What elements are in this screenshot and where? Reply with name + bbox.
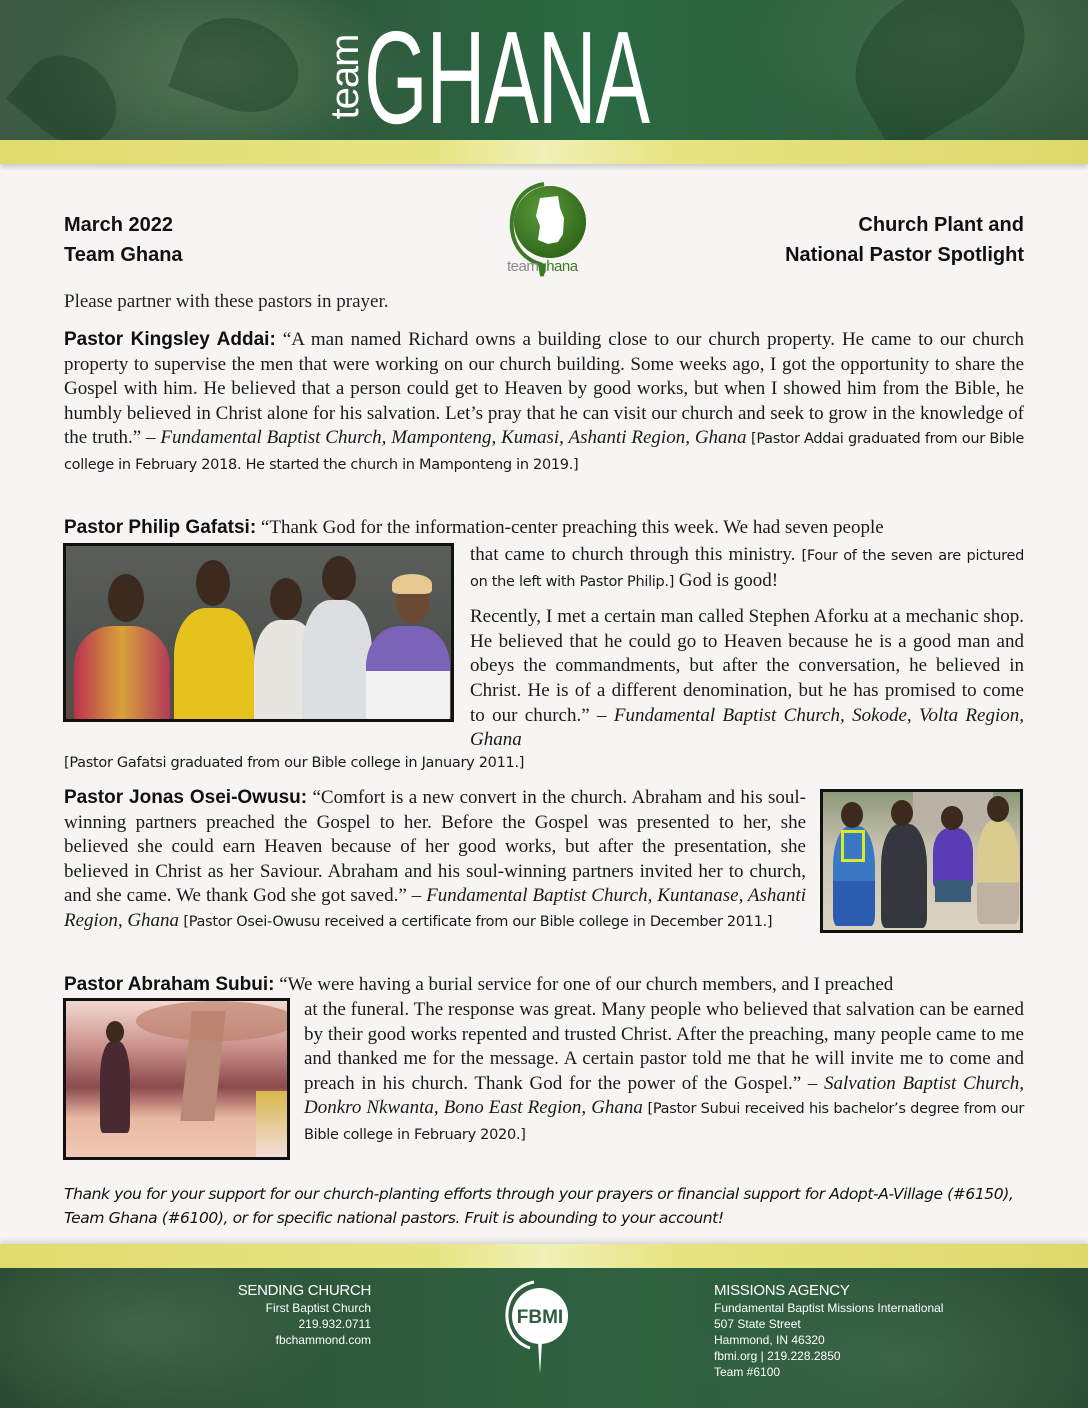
pastor-name: Pastor Abraham Subui:	[64, 974, 275, 995]
footer-accent-band	[0, 1244, 1088, 1268]
header-banner	[0, 0, 1088, 140]
agency-street: 507 State Street	[714, 1317, 801, 1331]
photo-caption-note: [Four of the seven are pictured on the left with Pastor Philip.]	[470, 548, 1024, 590]
photo-gafatsi-group	[63, 543, 454, 722]
fbmi-logo-icon	[502, 1278, 572, 1378]
leaf-decoration	[830, 0, 1051, 140]
pastor-quote-continued: Recently, I met a certain man called Stephen Aforku at a mechanic shop. He believed that he could go to Heaven because he is a good man and obeys the commandments, but after the conversation, he believed in Christ. He is of a different denomination, but he has promised to come to our church.” –	[470, 606, 1024, 726]
pastor-quote: “We were having a burial service for one of our church members, and I preached	[274, 974, 894, 995]
closing-thanks: Thank you for your support for our church-planting efforts through your prayers or financial support for Adopt-A-Village (#6150), Team Ghana (#6100), or for specific national pastors. Fruit is abounding to your account!	[64, 1185, 1014, 1227]
pastor-entry-addai	[64, 328, 1024, 478]
newsletter-meta	[64, 210, 183, 270]
pastor-entry-subui-heading	[64, 973, 1024, 998]
photo-subui-preaching	[63, 998, 290, 1160]
pastor-note: [Pastor Osei-Owusu received a certificate from our Bible college in December 2011.]	[179, 913, 773, 930]
missions-agency-info	[714, 1282, 943, 1380]
pastor-quote: at the funeral. The response was great. Many people who believed that salvation can be earned by their good works repented and trusted Christ. After the preaching, many people came to me and thanked me for the message. A certain pastor told me that he will invite me to come and preach in his church. Thank God for the power of the Gospel.” –	[304, 999, 1024, 1094]
pastor-note: [Pastor Subui received his bachelor’s degree from our Bible college in February 2020.]	[304, 1101, 1024, 1143]
footer-banner	[0, 1268, 1088, 1408]
pastor-quote: that came to church through this ministry.	[470, 544, 802, 565]
missions-agency-heading: MISSIONS AGENCY	[714, 1282, 850, 1299]
sending-church-phone: 219.932.0711	[298, 1317, 371, 1331]
brand-title	[322, 4, 823, 140]
header-accent-band	[0, 140, 1088, 164]
brand-team-text: team	[322, 34, 367, 120]
intro-text: Please partner with these pastors in prayer.	[64, 291, 389, 312]
pastor-quote: “Comfort is a new convert in the church. Abraham and his soul-winning partners preached the Gospel to her. Before the Gospel was presented to her, she believed she could earn Heaven because of her good works, but after the presentation, she believed in Christ as her Saviour. Abraham and his soul-winning partners invited her to church, and she came. We thank God she got saved.” –	[64, 787, 806, 907]
church-location: Salvation Baptist Church, Donkro Nkwanta, Bono East Region, Ghana	[304, 1072, 1024, 1119]
agency-team-number: Team #6100	[714, 1365, 781, 1379]
pastor-quote: “A man named Richard owns a building close to our church property. He came to our church property to supervise the men that were working on our church building. Some weeks ago, I got the opportunity to share the Gospel with him. He believed that a person could get to Heaven by good works, but when I showed him from the Bible, he humbly believed in Christ alone for his salvation. Let’s pray that he can visit our church and seek to grow in the knowledge of the truth.” –	[64, 329, 1024, 449]
pastor-name: Pastor Philip Gafatsi:	[64, 517, 257, 538]
pastor-note: [Pastor Addai graduated from our Bible college in February 2018. He started the church in Mamponteng in 2019.]	[64, 431, 1024, 473]
pastor-entry-gafatsi-body: that came to church through this ministry. [Four of the seven are pictured on the left with Pastor Philip.] God is good! Recently, I met a certain man called Stephen Aforku at a mechanic shop. He believed that he could go to Heaven because he is a good man and obeys the commandments, but after the conversation, he believed in Christ. He is of a different denomination, but he has promised to come to our church.” – Fundamental Baptist Church, Sokode, Volta Region, Ghana	[470, 544, 1024, 751]
brand-ghana-text: GHANA	[364, 4, 649, 140]
pastor-name: Pastor Kingsley Addai:	[64, 329, 276, 350]
pastor-quote: “Thank God for the information-center preaching this week. We had seven people	[256, 517, 884, 538]
sending-church-website: fbchammond.com	[275, 1333, 371, 1347]
newsletter-team: Team Ghana	[64, 244, 183, 266]
sending-church-name: First Baptist Church	[265, 1301, 371, 1315]
church-location: Fundamental Baptist Church, Mamponteng, Kumasi, Ashanti Region, Ghana	[160, 427, 747, 449]
church-location: Fundamental Baptist Church, Sokode, Volta Region, Ghana	[470, 704, 1024, 751]
agency-web-phone: fbmi.org | 219.228.2850	[714, 1349, 841, 1363]
newsletter-date: March 2022	[64, 214, 173, 236]
leaf-decoration	[6, 37, 134, 140]
pastor-name: Pastor Jonas Osei-Owusu:	[64, 787, 308, 808]
newsletter-title: Church Plant and National Pastor Spotlight	[785, 214, 1024, 266]
church-location: Fundamental Baptist Church, Kuntanase, Ashanti Region, Ghana	[64, 885, 806, 931]
pastor-entry-subui-body	[304, 998, 1024, 1148]
photo-osei-owusu-group	[820, 789, 1023, 933]
pastor-entry-osei-owusu	[64, 786, 806, 935]
agency-city: Hammond, IN 46320	[714, 1333, 825, 1347]
pastor-entry-gafatsi-heading	[64, 516, 1024, 541]
pastor-note-gafatsi: [Pastor Gafatsi graduated from our Bible college in January 2011.]	[64, 755, 525, 771]
sending-church-heading: SENDING CHURCH	[237, 1282, 371, 1299]
svg-text:FBMI: FBMI	[516, 1307, 564, 1328]
sending-church-info	[238, 1282, 371, 1348]
logo-caption: teamghana	[507, 258, 578, 275]
agency-name: Fundamental Baptist Missions International	[714, 1301, 944, 1315]
